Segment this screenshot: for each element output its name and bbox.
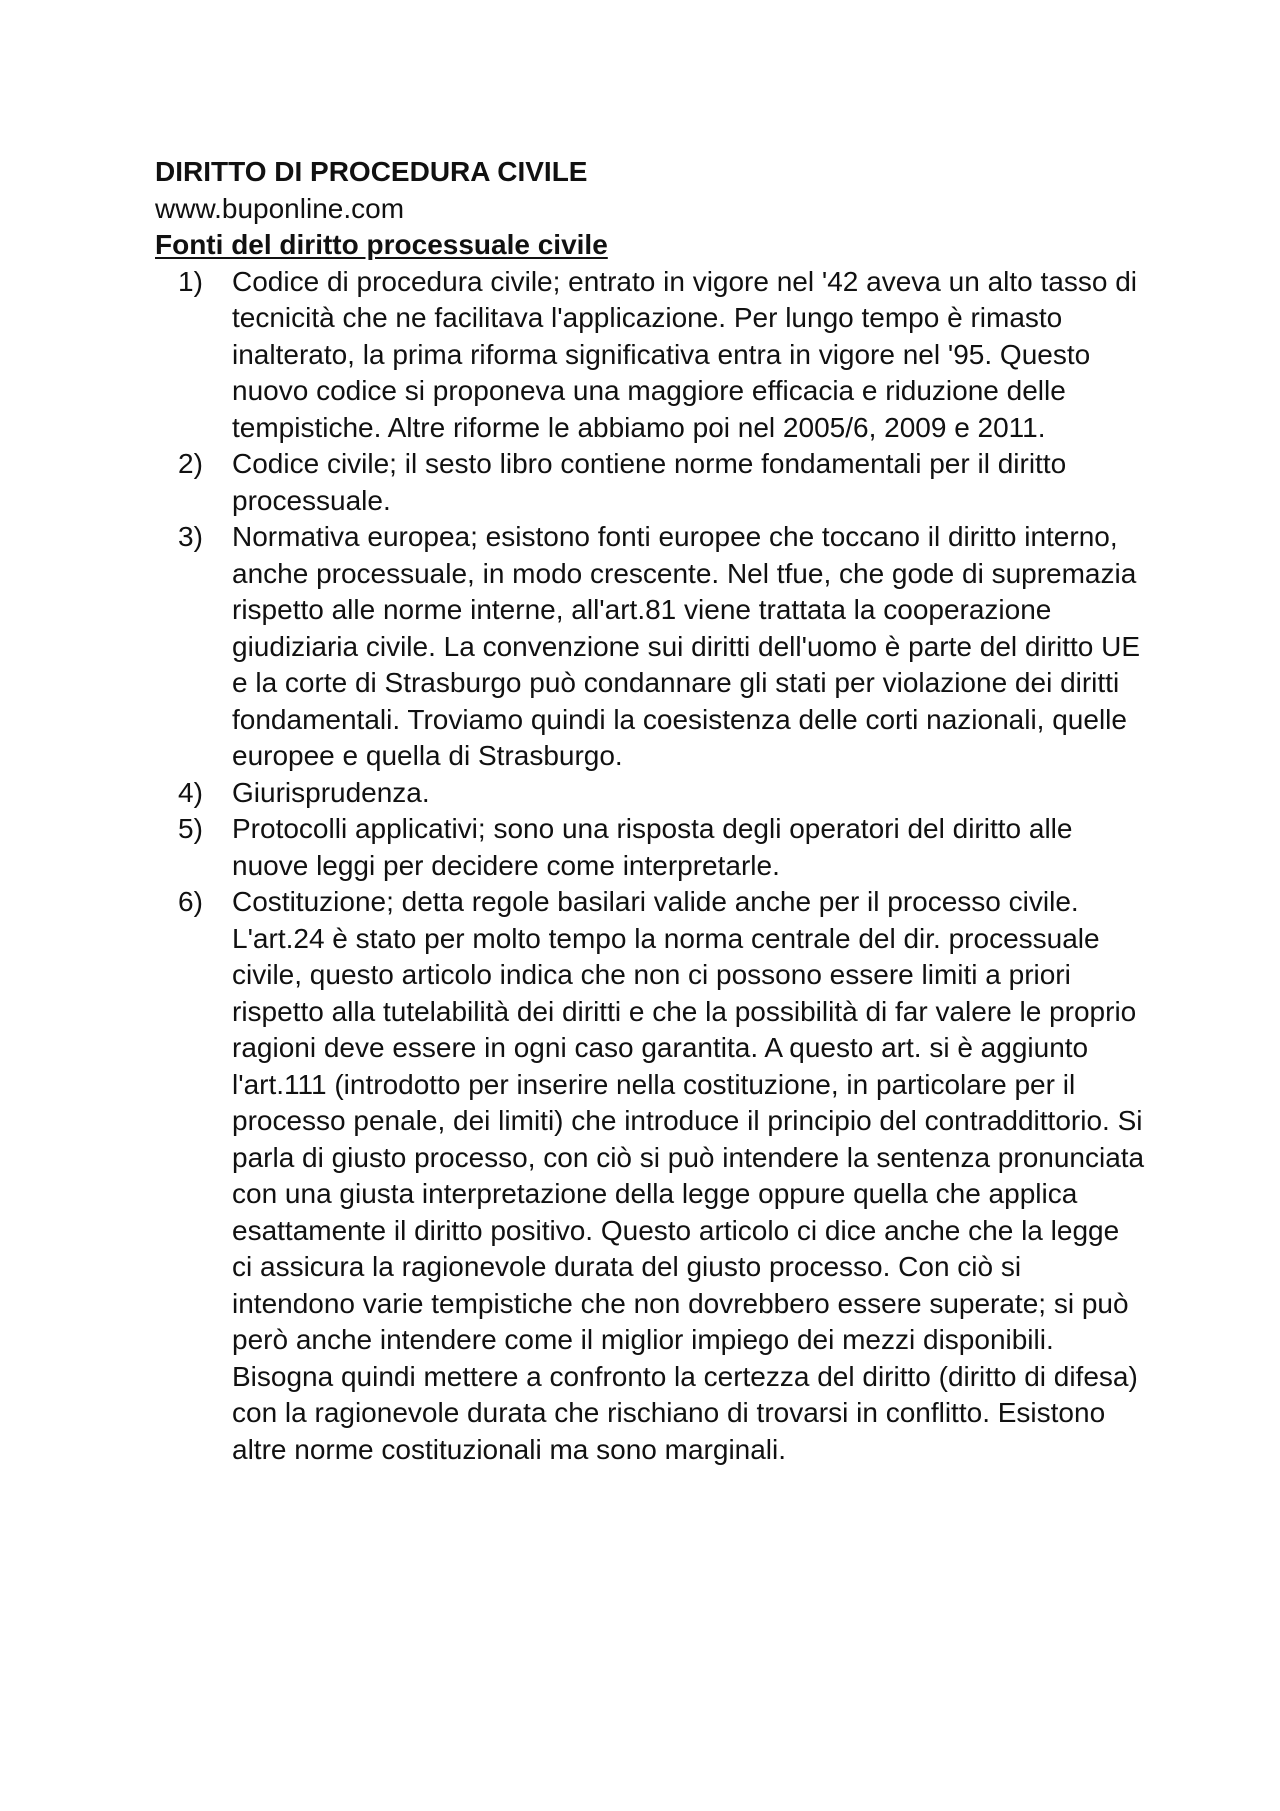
list-item-text: Codice di procedura civile; entrato in vigore nel '42 aveva un alto tasso di tecnicità che ne facilitava l'applicazione. Per lungo tempo è rimasto inalterato, la prima riforma significativa entra in vigore nel '95. Questo nuovo codice si proponeva una maggiore efficacia e riduzione delle tempistiche. Altre riforme le abbiamo poi nel 2005/6, 2009 e 2011. [232,265,1137,443]
list-item [155,264,1145,447]
document-title: DIRITTO DI PROCEDURA CIVILE [155,156,588,187]
list-item-number: 1) [178,265,203,297]
list-item-text: Protocolli applicativi; sono una risposta degli operatori del diritto alle nuove leggi per decidere come interpretarle. [232,813,1073,881]
list-item [155,775,1145,812]
list-item [155,446,1145,519]
list-item-number: 2) [178,448,203,479]
list-item [155,884,1145,1468]
list-item-text: Codice civile; il sesto libro contiene norme fondamentali per il diritto processuale. [232,448,1067,516]
list-item-text: Giurisprudenza. [232,776,430,808]
list-item [155,811,1145,884]
list-item-number: 5) [178,813,203,844]
sources-list [155,264,1145,1469]
document-body [155,154,1145,1468]
list-item-number: 6) [178,886,203,917]
list-item [155,519,1145,775]
list-item-number: 4) [178,776,203,808]
list-item-text: Normativa europea; esistono fonti europee che toccano il diritto interno, anche processuale, in modo crescente. Nel tfue, che gode di supremazia rispetto alle norme interne, all'art.81 viene trattata la cooperazione giudiziaria civile. La convenzione sui diritti dell'uomo è parte del diritto UE e la corte di Strasburgo può condannare gli stati per violazione dei diritti fondamentali. Troviamo quindi la coesistenza delle corti nazionali, quelle europee e quella di Strasburgo. [232,521,1141,771]
list-item-number: 3) [178,521,203,552]
source-url: www.buponline.com [155,192,405,224]
section-heading: Fonti del diritto processuale civile [155,229,608,260]
list-item-text: Costituzione; detta regole basilari valide anche per il processo civile. L'art.24 è stato per molto tempo la norma centrale del dir. processuale civile, questo articolo indica che non ci possono essere limiti a priori rispetto alla tutelabilità dei diritti e che la possibilità di far valere le proprio ragioni deve essere in ogni caso garantita. A questo art. si è aggiunto l'art.111 (introdotto per inserire nella costituzione, in particolare per il processo penale, dei limiti) che introduce il principio del contraddittorio. Si parla di giusto processo, con ciò si può intendere la sentenza pronunciata con una giusta interpretazione della legge oppure quella che applica esattamente il diritto positivo. Questo articolo ci dice anche che la legge ci assicura la ragionevole durata del giusto processo. Con ciò si intendono varie tempistiche che non dovrebbero essere superate; si può però anche intendere come il miglior impiego dei mezzi disponibili. Bisogna quindi mettere a confronto la certezza del diritto (diritto di difesa) con la ragionevole durata che rischiano di trovarsi in conflitto. Esistono altre norme costituzionali ma sono marginali. [232,886,1145,1465]
